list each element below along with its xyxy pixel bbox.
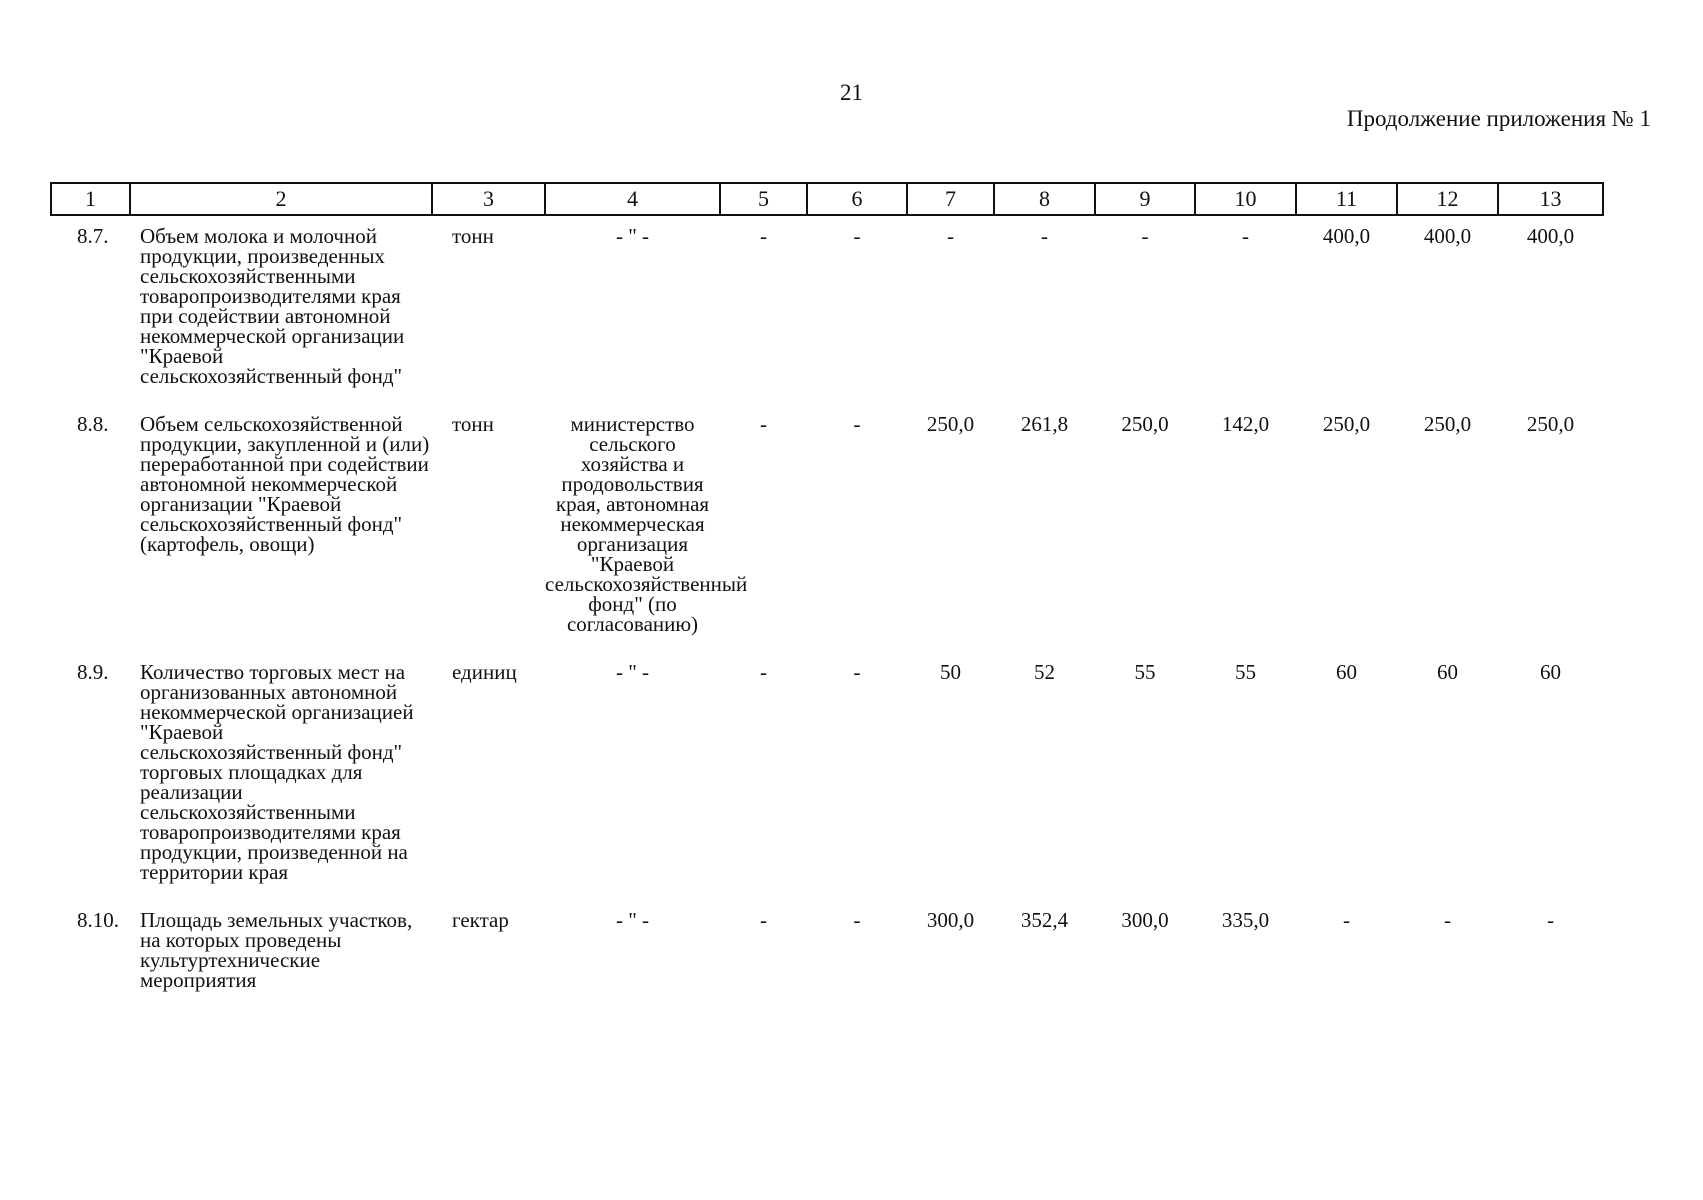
value-cell: 250,0 xyxy=(1526,412,1575,436)
value-cell: 52 xyxy=(1034,660,1055,684)
value-cell: - xyxy=(853,908,861,932)
value-cell: 400,0 xyxy=(1322,224,1371,248)
row-number: 8.10. xyxy=(77,908,119,932)
value-cell: 400,0 xyxy=(1423,224,1472,248)
column-number: 1 xyxy=(51,183,130,215)
value-cell: - xyxy=(1444,908,1451,932)
indicator-name: Количество торговых мест на организованных автономной некоммерческой организацией "Краевой сельскохозяйственный фонд" торговых площадках для реализации сельскохозяйственными товаропроизводителями края продукции, произведенной на территории края xyxy=(140,660,414,884)
unit-of-measure: тонн xyxy=(452,412,494,436)
value-cell: - xyxy=(853,660,861,684)
value-cell: - xyxy=(1141,224,1149,248)
column-number: 2 xyxy=(130,183,432,215)
row-number: 8.8. xyxy=(77,412,109,436)
value-cell: - xyxy=(760,412,767,436)
value-cell: - xyxy=(760,908,767,932)
responsible-executor: - " - xyxy=(615,224,650,248)
value-cell: 300,0 xyxy=(1121,908,1169,932)
column-number: 13 xyxy=(1498,183,1603,215)
value-cell: 60 xyxy=(1540,660,1561,684)
value-cell: - xyxy=(853,224,861,248)
row-number: 8.9. xyxy=(77,660,109,684)
value-cell: 250,0 xyxy=(1423,412,1472,436)
column-number-row xyxy=(51,183,1603,215)
column-number: 6 xyxy=(807,183,907,215)
value-cell: 60 xyxy=(1437,660,1458,684)
indicator-name: Объем сельскохозяйственной продукции, закупленной и (или) переработанной при содействии автономной некоммерческой организации "Краевой сельскохозяйственный фонд" (картофель, овощи) xyxy=(140,412,430,556)
value-cell: 335,0 xyxy=(1221,908,1270,932)
value-cell: - xyxy=(760,660,767,684)
column-number: 3 xyxy=(432,183,545,215)
table-row xyxy=(51,215,1603,404)
value-cell: 250,0 xyxy=(1121,412,1169,436)
value-cell: - xyxy=(1041,224,1048,248)
value-cell: 50 xyxy=(940,660,961,684)
column-number: 11 xyxy=(1296,183,1397,215)
value-cell: - xyxy=(760,224,767,248)
value-cell: 300,0 xyxy=(926,908,975,932)
value-cell: - xyxy=(1242,224,1249,248)
column-number: 8 xyxy=(994,183,1095,215)
value-cell: 352,4 xyxy=(1020,908,1069,932)
table-row xyxy=(51,900,1603,1008)
column-number: 12 xyxy=(1397,183,1498,215)
indicators-table xyxy=(50,182,1604,1008)
value-cell: 142,0 xyxy=(1221,412,1270,436)
responsible-executor: - " - xyxy=(615,660,650,684)
column-number: 7 xyxy=(907,183,994,215)
value-cell: - xyxy=(1343,908,1350,932)
unit-of-measure: тонн xyxy=(452,224,494,248)
column-number: 10 xyxy=(1195,183,1296,215)
value-cell: 55 xyxy=(1235,660,1256,684)
unit-of-measure: единиц xyxy=(452,660,517,684)
responsible-executor: министерство сельского хозяйства и продовольствия края, автономная некоммерческая организация "Краевой сельскохозяйственный фонд" (по согласованию) xyxy=(545,412,748,636)
value-cell: - xyxy=(947,224,954,248)
column-number: 5 xyxy=(720,183,807,215)
indicator-name: Объем молока и молочной продукции, произведенных сельскохозяйственными товаропроизводителями края при содействии автономной некоммерческой организации "Краевой сельскохозяйственный фонд" xyxy=(140,224,405,388)
indicator-name: Площадь земельных участков, на которых проведены культуртехнические мероприятия xyxy=(140,908,413,992)
value-cell: 261,8 xyxy=(1020,412,1069,436)
value-cell: 55 xyxy=(1134,660,1156,684)
value-cell: 60 xyxy=(1336,660,1357,684)
page-number: 21 xyxy=(840,80,863,105)
appendix-continuation-note: Продолжение приложения № 1 xyxy=(1346,106,1651,131)
column-number: 4 xyxy=(545,183,720,215)
value-cell: 250,0 xyxy=(1322,412,1371,436)
value-cell: 250,0 xyxy=(926,412,975,436)
row-number: 8.7. xyxy=(77,224,109,248)
column-number: 9 xyxy=(1095,183,1195,215)
value-cell: - xyxy=(853,412,861,436)
unit-of-measure: гектар xyxy=(452,908,509,932)
responsible-executor: - " - xyxy=(615,908,650,932)
value-cell: - xyxy=(1547,908,1554,932)
table-row xyxy=(51,652,1603,900)
value-cell: 400,0 xyxy=(1526,224,1575,248)
table-row xyxy=(51,404,1603,652)
